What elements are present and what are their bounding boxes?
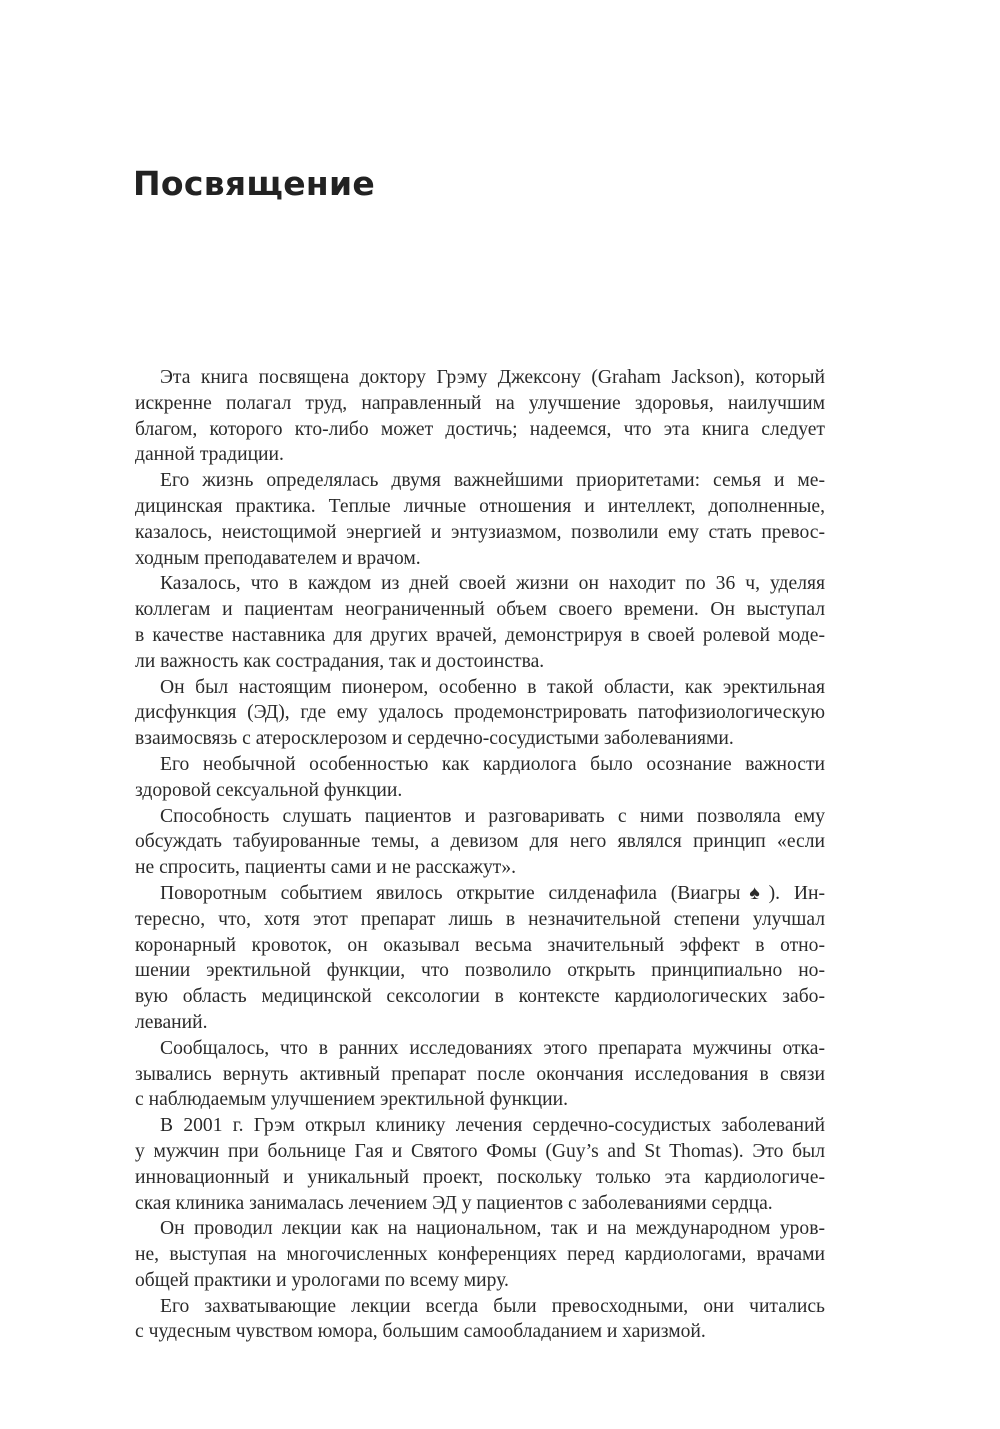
text-line: не спросить, пациенты сами и не расскажут». [135, 857, 517, 879]
text-line: коллегам и пациентам неограниченный объем своего времени. Он выступал [135, 599, 825, 621]
text-line: леваний. [135, 1011, 208, 1033]
text-line: здоровой сексуальной функции. [135, 779, 403, 801]
text-line: общей практики и урологами по всему миру. [135, 1269, 509, 1291]
paragraph [135, 1294, 825, 1346]
text-line: не, выступая на многочисленных конференциях перед кардиологами, врачами [135, 1244, 825, 1266]
text-line: обсуждать табуированные темы, а девизом для него являлся принцип «если [135, 831, 825, 853]
text-line: в качестве наставника для других врачей, демонстрируя в своей ролевой моде- [135, 624, 825, 646]
text-line: Казалось, что в каждом из дней своей жизни он находит по 36 ч, уделяя [160, 573, 825, 595]
text-line: Эта книга посвящена доктору Грэму Джексону (Graham Jackson), который [160, 367, 825, 388]
paragraph [135, 571, 825, 674]
body-text [135, 365, 825, 1345]
paragraph [135, 804, 825, 881]
text-line: ли важность как сострадания, так и достоинства. [135, 650, 545, 672]
paragraph [135, 675, 825, 752]
paragraph [135, 881, 825, 1036]
text-line: Сообщалось, что в ранних исследованиях этого препарата мужчины отка- [160, 1037, 825, 1059]
page-title: Посвящение [133, 164, 376, 203]
text-line: взаимосвязь с атеросклерозом и сердечно-сосудистыми заболеваниями. [135, 728, 734, 750]
text-line: Его необычной особенностью как кардиолога было осознание важности [160, 753, 825, 775]
text-line: благом, которого кто-либо может достичь; надеемся, что эта книга следует [135, 418, 825, 440]
text-line: ская клиника занималась лечением ЭД у пациентов с заболеваниями сердца. [135, 1192, 773, 1214]
text-line: шении эректильной функции, что позволило открыть принципиально но- [135, 960, 825, 982]
text-line: дицинская практика. Теплые личные отношения и интеллект, дополненные, [135, 495, 825, 517]
text-line: казалось, неистощимой энергией и энтузиазмом, позволили ему стать превос- [135, 521, 825, 543]
text-line: тересно, что, хотя этот препарат лишь в незначительной степени улучшал [135, 908, 825, 930]
text-line: Его жизнь определялась двумя важнейшими приоритетами: семья и ме- [160, 470, 825, 492]
text-line: В 2001 г. Грэм открыл клинику лечения сердечно-сосудистых заболеваний [160, 1115, 825, 1137]
text-line: вую область медицинской сексологии в контексте кардиологических забо- [135, 986, 825, 1008]
paragraph [135, 365, 825, 468]
paragraph [135, 468, 825, 571]
text-line: Он был настоящим пионером, особенно в такой области, как эректильная [160, 676, 825, 698]
text-line: коронарный кровоток, он оказывал весьма значительный эффект в отно- [135, 934, 825, 956]
text-line: Его захватывающие лекции всегда были превосходными, они читались [160, 1295, 825, 1317]
text-line: искренне полагал труд, направленный на улучшение здоровья, наилучшим [135, 392, 825, 414]
text-line: с чудесным чувством юмора, большим самообладанием и харизмой. [135, 1321, 706, 1343]
text-line: дисфункция (ЭД), где ему удалось продемонстрировать патофизиологическую [135, 702, 825, 724]
paragraph [135, 1113, 825, 1216]
text-line: данной традиции. [135, 444, 284, 466]
paragraph [135, 1216, 825, 1293]
text-line: зывались вернуть активный препарат после окончания исследования в связи [135, 1063, 825, 1085]
text-line: ходным преподавателем и врачом. [135, 547, 421, 569]
paragraph [135, 1036, 825, 1113]
text-line: Он проводил лекции как на национальном, так и на международном уров- [160, 1218, 825, 1240]
text-line: Способность слушать пациентов и разговаривать с ними позволяла ему [160, 805, 825, 827]
paragraph [135, 752, 825, 804]
text-line: с наблюдаемым улучшением эректильной функции. [135, 1089, 568, 1111]
text-line: Поворотным событием явилось открытие силденафила (Виагры♠). Ин- [160, 882, 825, 904]
text-line: у мужчин при больнице Гая и Святого Фомы (Guy’s and St Thomas). Это был [135, 1140, 825, 1162]
text-line: инновационный и уникальный проект, поскольку только эта кардиологиче- [135, 1166, 825, 1188]
